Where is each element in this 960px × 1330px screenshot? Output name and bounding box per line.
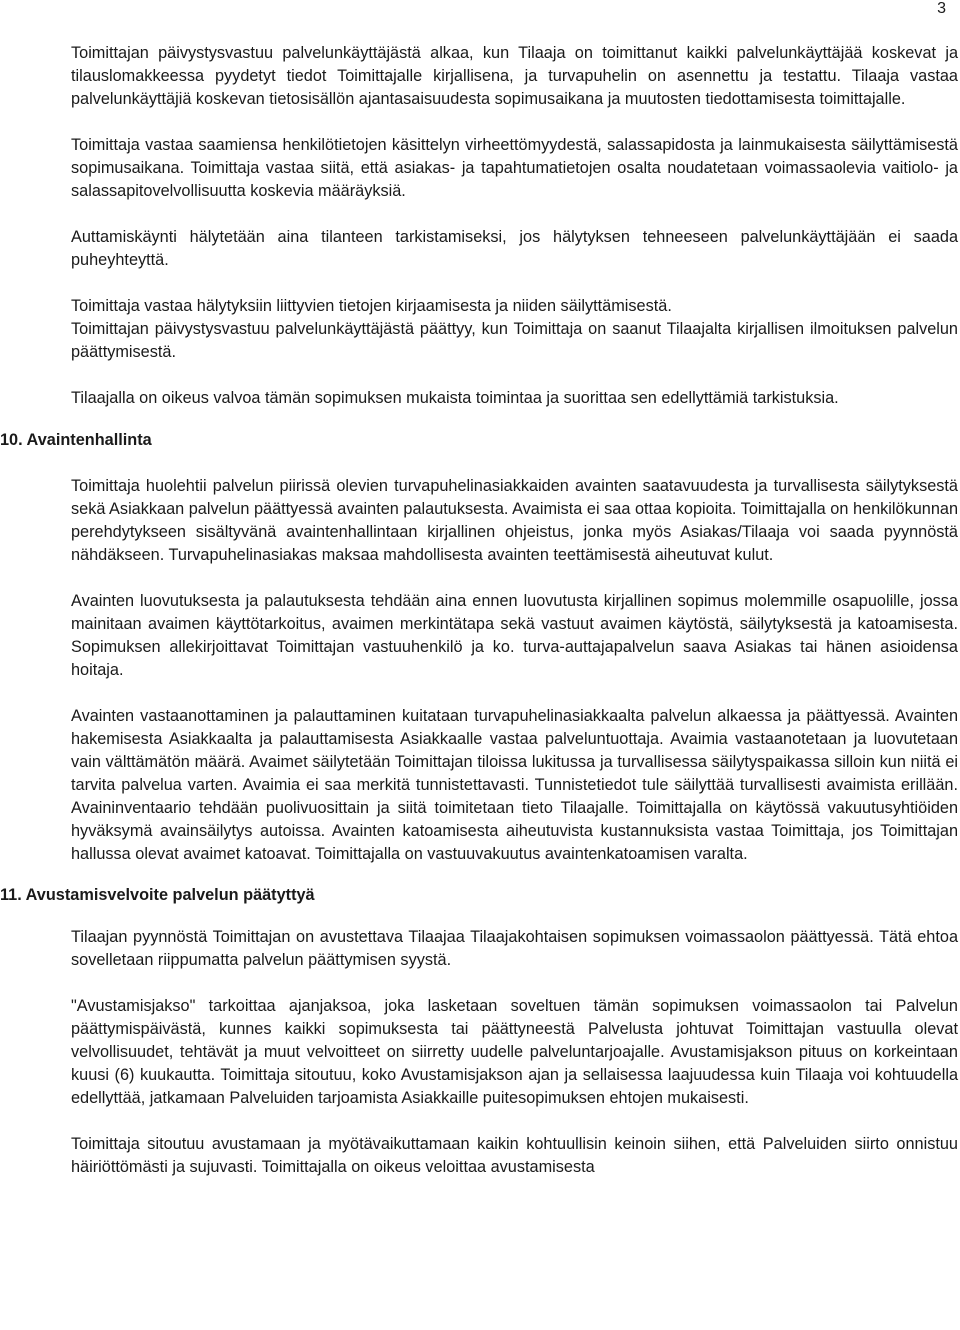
paragraph-on-call-end: Toimittajan päivystysvastuu palvelunkäyttäjästä päättyy, kun Toimittaja on saanut Tilaajalta kirjallisen ilmoituksen palvelun päättymisestä. (71, 320, 958, 361)
paragraph-assistance-period: "Avustamisjakso" tarkoittaa ajanjaksoa, joka lasketaan soveltuen tämän sopimuksen voimassaolon tai Palvelun päättymispäivästä, kunnes kaikki sopimuksesta tai päättyneestä Palvelusta johtuvat Toimittajan vastuulla olevat velvollisuudet, tehtävät ja muut velvoitteet on siirretty uudelle palveluntarjoajalle. Avustamisjakson pituus on korkeintaan kuusi (6) kuukautta. Toimittaja sitoutuu, koko Avustamisjakson ajan ja sellaisessa laajuudessa kuin Tilaaja voi kohtuudella edellyttää, jatkamaan Palveluiden tarjoamista Asiakkaille puitesopimuksen ehtojen mukaisesti. (71, 997, 958, 1107)
page-number: 3 (937, 0, 946, 17)
paragraph-key-receipt-storage: Avainten vastaanottaminen ja palauttaminen kuitataan turvapuhelinasiakkaalta palvelun alkaessa ja päättyessä. Avainten hakemisesta Asiakkaalta ja palauttamisesta Asiakkaalle vastaa palveluntuottaja. Avaimia vastaanotetaan ja luovutetaan vain välttämätön määrä. Avaimet säilytetään Toimittajan tiloissa lukitussa ja turvallisessa säilytyspaikassa silloin kun niitä ei tarvita palvelua varten. Avaimia ei saa merkitä tunnistettavasti. Tunnistetiedot tule säilyttää turvallisesti avaimista erillään. Avaininventaario tehdään puolivuosittain ja siitä toimitetaan tieto Tilaajalle. Toimittajalla on käytössä vakuutusyhtiöiden hyväksymä avainsäilytys autoissa. Avainten katoamisesta aiheutuvista kustannuksista vastaa Toimittaja, jos Toimittajan hallussa olevat avaimet katoavat. Toimittajalla on vastuuvakuutus avaintenkatoamisen varalta. (71, 707, 958, 863)
paragraph-assistance-visit: Auttamiskäynti hälytetään aina tilanteen tarkistamiseksi, jos hälytyksen tehneeseen palvelunkäyttäjään ei saada puheyhteyttä. (71, 228, 958, 269)
paragraph-key-availability: Toimittaja huolehtii palvelun piirissä olevien turvapuhelinasiakkaiden avainten saatavuudesta ja turvallisesta säilytyksestä sekä Asiakkaan palvelun päättyessä avainten palautuksesta. Avaimista ei saa ottaa kopioita. Toimittajalla on henkilökunnan perehdytykseen sisältyvänä avaintenhallintaan kirjallinen ohjeistus, jonka myös Asiakas/Tilaaja voi saada pyynnöstä nähdäkseen. Turvapuhelinasiakas maksaa mahdollisesta avainten teettämisestä aiheutuvat kulut. (71, 477, 958, 564)
paragraph-key-handover-agreement: Avainten luovutuksesta ja palautuksesta tehdään aina ennen luovutusta kirjallinen sopimus molemmille osapuolille, jossa mainitaan avaimen käyttötarkoitus, avaimen merkintätapa sekä vastuut avaimen käytöstä, säilytyksestä ja katoamisesta. Sopimuksen allekirjoittavat Toimittajan vastuuhenkilö ja ko. turva-auttajapalvelun saava Asiakas tai hänen asioidensa hoitaja. (71, 592, 958, 679)
paragraph-alarm-records: Toimittaja vastaa hälytyksiin liittyvien tietojen kirjaamisesta ja niiden säilyttämisestä. (71, 297, 672, 315)
section-heading-key-management: 10. Avaintenhallinta (0, 431, 152, 449)
paragraph-on-call-start: Toimittajan päivystysvastuu palvelunkäyttäjästä alkaa, kun Tilaaja on toimittanut kaikki palvelunkäyttäjää koskevat ja tilauslomakkeessa pyydetyt tiedot Toimittajalle kirjallisena, ja turvapuhelin on asennettu ja testattu. Tilaaja vastaa palvelunkäyttäjiä koskevan tietosisällön ajantasaisuudesta sopimusaikana ja muutosten tiedottamisesta toimittajalle. (71, 44, 958, 108)
document-body (0, 42, 960, 1179)
paragraph-personal-data: Toimittaja vastaa saamiensa henkilötietojen käsittelyn virheettömyydestä, salassapidosta ja lainmukaisesta säilyttämisestä sopimusaikana. Toimittaja vastaa siitä, että asiakas- ja tapahtumatietojen osalta noudatetaan voimassaolevia vaitiolo- ja salassapitovelvollisuutta koskevia määräyksiä. (71, 136, 958, 200)
paragraph-assistance-request: Tilaajan pyynnöstä Toimittajan on avustettava Tilaajaa Tilaajakohtaisen sopimuksen voimassaolon päättyessä. Tätä ehtoa sovelletaan riippumatta palvelun päättymisen syystä. (71, 928, 958, 969)
section-heading-assistance-obligation: 11. Avustamisvelvoite palvelun päätyttyä (0, 886, 315, 904)
paragraph-supervision: Tilaajalla on oikeus valvoa tämän sopimuksen mukaista toimintaa ja suorittaa sen edellyttämiä tarkistuksia. (71, 389, 839, 407)
paragraph-transfer-cooperation: Toimittaja sitoutuu avustamaan ja myötävaikuttamaan kaikin kohtuullisin keinoin siihen, että Palveluiden siirto onnistuu häiriöttömästi ja sujuvasti. Toimittajalla on oikeus veloittaa avustamisesta (71, 1135, 958, 1176)
